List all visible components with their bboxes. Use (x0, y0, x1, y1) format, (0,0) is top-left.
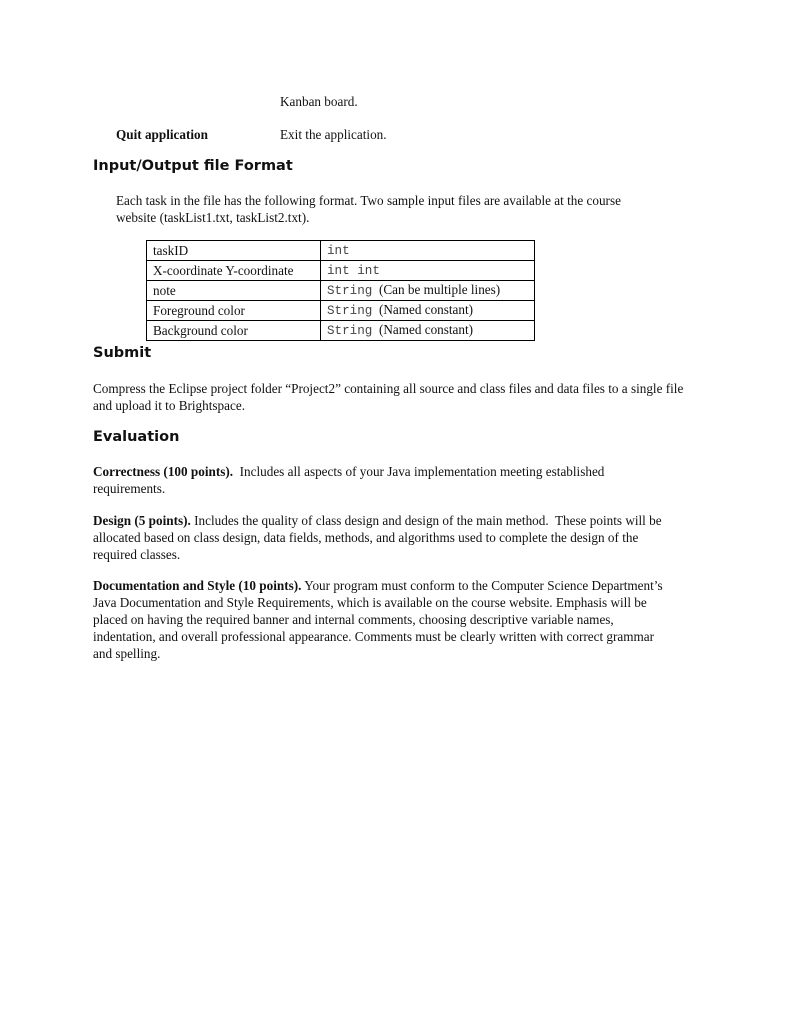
documentation-line5: and spelling. (93, 646, 161, 661)
table-row (147, 301, 535, 321)
io-format-intro-line1: Each task in the file has the following format. Two sample input files are available at the course (116, 193, 621, 208)
design-line1: Includes the quality of class design and design of the main method. These points will be (190, 513, 662, 528)
table-row (147, 281, 535, 301)
correctness-line2: requirements. (93, 481, 166, 496)
documentation-paragraph (93, 577, 743, 662)
table-row (147, 241, 535, 261)
documentation-line1: Your program must conform to the Computer Science Department’s (301, 578, 663, 593)
documentation-line3: placed on having the required banner and internal comments, choosing descriptive variable names, (93, 612, 614, 627)
design-line2: allocated based on class design, data fields, methods, and algorithms used to complete the design of the (93, 530, 639, 545)
type-note: (Named constant) (378, 322, 474, 337)
file-format-table (146, 240, 535, 341)
table-row (147, 321, 535, 341)
field-name-cell: Background color (147, 321, 321, 341)
field-name-cell: Foreground color (147, 301, 321, 321)
io-format-intro-line2: website (taskList1.txt, taskList2.txt). (116, 210, 310, 225)
quit-command-name: Quit application (116, 127, 208, 142)
submit-heading: Submit (93, 345, 152, 361)
field-type-cell (321, 241, 535, 261)
type-code: String (327, 284, 373, 298)
correctness-paragraph (93, 463, 743, 497)
field-type-cell (321, 321, 535, 341)
design-paragraph (93, 512, 743, 563)
submit-line1: Compress the Eclipse project folder “Project2” containing all source and class files and data files to a single file (93, 381, 684, 396)
field-name-cell: X-coordinate Y-coordinate (147, 261, 321, 281)
design-title: Design (5 points). (93, 513, 191, 528)
io-format-heading: Input/Output file Format (93, 158, 293, 174)
documentation-line2: Java Documentation and Style Requirements, which is available on the course website. Emphasis will be (93, 595, 647, 610)
field-type-cell (321, 281, 535, 301)
type-code: String (327, 304, 373, 318)
correctness-title: Correctness (100 points). (93, 464, 234, 479)
field-type-cell (321, 301, 535, 321)
documentation-title: Documentation and Style (10 points). (93, 578, 302, 593)
type-code: int (327, 244, 350, 258)
evaluation-heading: Evaluation (93, 429, 180, 445)
design-line3: required classes. (93, 547, 181, 562)
type-note: (Can be multiple lines) (378, 282, 501, 297)
quit-command-description: Exit the application. (280, 127, 387, 142)
field-name-cell: taskID (147, 241, 321, 261)
field-name-cell: note (147, 281, 321, 301)
documentation-line4: indentation, and overall professional appearance. Comments must be clearly written with correct grammar (93, 629, 655, 644)
type-note: (Named constant) (378, 302, 474, 317)
submit-paragraph (93, 380, 753, 414)
continued-command-text: Kanban board. (280, 94, 358, 109)
submit-line2: and upload it to Brightspace. (93, 398, 245, 413)
type-code: String (327, 324, 373, 338)
type-code: int int (327, 264, 380, 278)
table-row (147, 261, 535, 281)
field-type-cell (321, 261, 535, 281)
correctness-line1: Includes all aspects of your Java implementation meeting established (233, 464, 605, 479)
